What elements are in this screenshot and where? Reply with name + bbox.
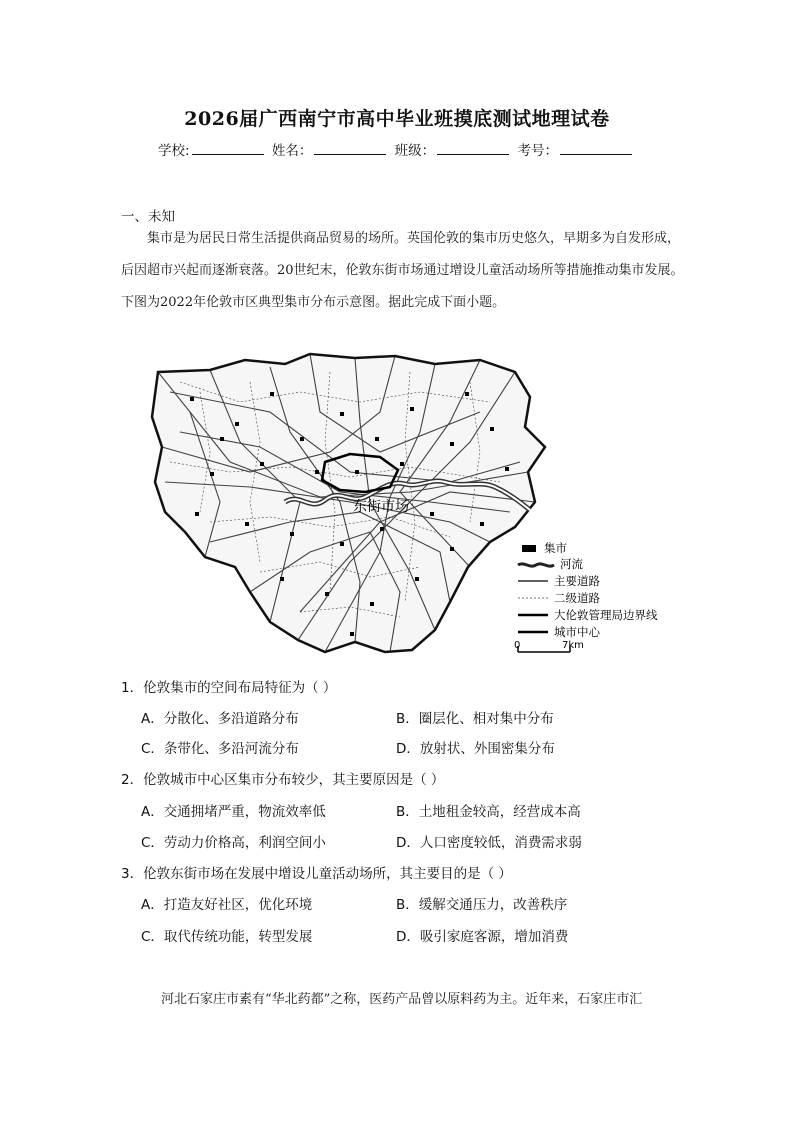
q3-option-b[interactable]: B．缓解交通压力，改善秩序 — [396, 897, 568, 913]
id-label: 考号： — [517, 143, 558, 159]
q2-option-d[interactable]: D．人口密度较低，消费需求弱 — [396, 835, 582, 851]
scale-max: 7km — [562, 640, 584, 651]
q1-option-d[interactable]: D．放射状、外围密集分布 — [396, 741, 555, 757]
q1-option-a[interactable]: A．分散化、多沿道路分布 — [141, 711, 299, 727]
map-legend — [514, 541, 658, 652]
section-heading: 一、未知 — [121, 209, 175, 225]
q2-option-a[interactable]: A．交通拥堵严重，物流效率低 — [141, 804, 326, 820]
market-place-label: 东街市场 — [353, 499, 409, 515]
question-1-stem: 1．伦敦集市的空间布局特征为（ ） — [121, 680, 337, 696]
legend-market-label: 集市 — [544, 541, 567, 555]
london-market-map — [150, 352, 670, 662]
legend-main-road-label: 主要道路 — [554, 574, 600, 588]
q3-option-c[interactable]: C．取代传统功能，转型发展 — [141, 929, 313, 945]
q2-option-c[interactable]: C．劳动力价格高，利润空间小 — [141, 835, 326, 851]
school-blank[interactable] — [192, 142, 264, 155]
name-label: 姓名： — [271, 143, 313, 159]
student-info-line — [0, 139, 794, 159]
next-passage-text: 河北石家庄市素有“华北药都”之称，医药产品曾以原料药为主。近年来，石家庄市汇 — [161, 992, 643, 1007]
legend-boundary-label: 大伦敦管理局边界线 — [554, 608, 658, 622]
passage-text: 集市是为居民日常生活提供商品贸易的场所。英国伦敦的集市历史悠久，早期多为自发形成，后因超市兴起而逐渐衰落。20世纪末，伦敦东街市场通过增设儿童活动场所等措施推动集市发展。下图为2022年伦敦市区典型集市分布示意图。据此完成下面小题。 — [121, 231, 684, 310]
q1-option-c[interactable]: C．条带化、多沿河流分布 — [141, 741, 299, 757]
legend-river-label: 河流 — [560, 557, 583, 571]
q1-option-b[interactable]: B．圈层化、相对集中分布 — [396, 711, 554, 727]
legend-market-swatch — [522, 545, 536, 552]
scale-zero: 0 — [514, 640, 521, 651]
q3-option-d[interactable]: D．吸引家庭客源，增加消费 — [396, 929, 569, 945]
q2-option-b[interactable]: B．土地租金较高，经营成本高 — [396, 804, 581, 820]
legend-river-swatch — [518, 564, 554, 566]
exam-title: 2026届广西南宁市高中毕业班摸底测试地理试卷 — [184, 108, 610, 130]
question-2-stem: 2．伦敦城市中心区集市分布较少，其主要原因是（ ） — [121, 772, 445, 788]
question-3-stem: 3．伦敦东街市场在发展中增设儿童活动场所，其主要目的是（ ） — [121, 866, 512, 882]
legend-center-label: 城市中心 — [554, 625, 600, 639]
id-blank[interactable] — [560, 142, 632, 155]
class-label: 班级： — [394, 143, 436, 159]
q3-option-a[interactable]: A．打造友好社区，优化环境 — [141, 897, 313, 913]
school-label: 学校: — [158, 143, 190, 159]
class-blank[interactable] — [437, 142, 509, 155]
name-blank[interactable] — [314, 142, 386, 155]
legend-secondary-road-label: 二级道路 — [554, 591, 600, 605]
